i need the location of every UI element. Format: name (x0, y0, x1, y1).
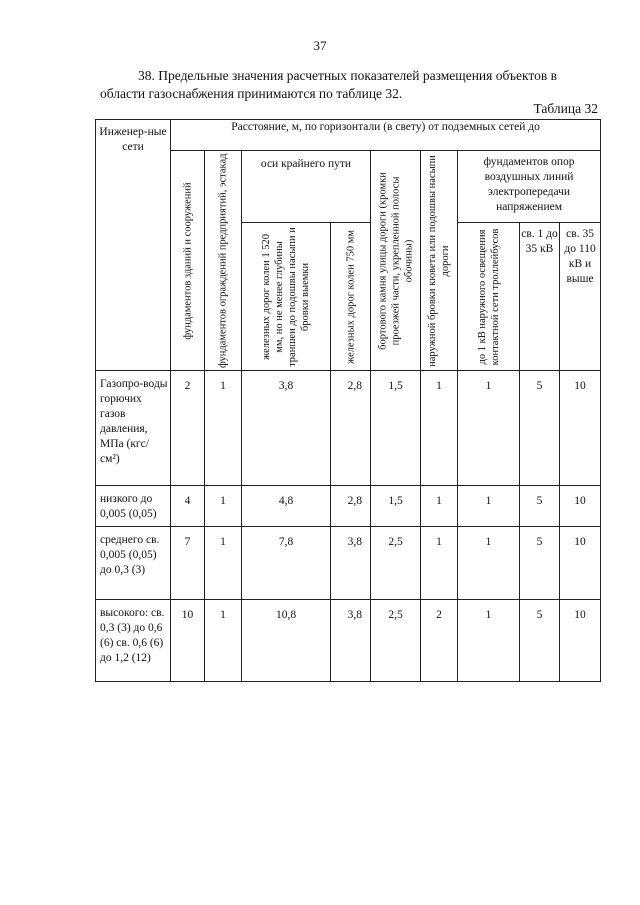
cell: 3,8 (242, 371, 331, 486)
table-row (96, 486, 601, 527)
header-ditch: наружной бровки кювета или подошвы насыпи дороги (421, 151, 458, 371)
gas-distance-table (95, 119, 601, 682)
cell: 1 (205, 371, 242, 486)
cell: 7,8 (242, 527, 331, 600)
cell: 2,8 (331, 486, 371, 527)
cell: 5 (520, 600, 560, 682)
table-row (96, 527, 601, 600)
header-rail-axis: оси крайнего пути (242, 151, 371, 223)
row-label: Газопро-воды горючих газов давления, МПа (кгс/см²) (96, 371, 171, 486)
cell: 3,8 (331, 600, 371, 682)
cell: 1 (458, 600, 520, 682)
cell: 1 (205, 527, 242, 600)
header-buildings: фундаментов зданий и сооружений (171, 151, 205, 371)
cell: 1 (205, 486, 242, 527)
header-rail-1520: железных дорог колеи 1 520 мм, но не менее глубины траншеи до подошвы насыпи и бровки выемки (242, 223, 331, 371)
cell: 2,8 (331, 371, 371, 486)
header-110kv: св. 35 до 110 кВ и выше (560, 223, 601, 371)
cell: 1,5 (371, 486, 421, 527)
header-1kv: до 1 кВ наружного освещения контактной сети троллейбусов (458, 223, 520, 371)
cell: 2 (421, 600, 458, 682)
table-row (96, 371, 601, 486)
header-35kv: св. 1 до 35 кВ (520, 223, 560, 371)
cell: 2,5 (371, 527, 421, 600)
cell: 5 (520, 527, 560, 600)
page-number: 37 (313, 38, 327, 53)
paragraph-38: 38. Предельные значения расчетных показателей размещения объектов в области газоснабжения принимаются по таблице 32. (100, 68, 557, 101)
row-label: среднего св. 0,005 (0,05) до 0,3 (3) (96, 527, 171, 600)
cell: 3,8 (331, 527, 371, 600)
cell: 1 (205, 600, 242, 682)
header-distance: Расстояние, м, по горизонтали (в свету) от подземных сетей до (171, 120, 601, 151)
cell: 1 (421, 527, 458, 600)
header-networks: Инженер-ные сети (96, 120, 171, 371)
cell: 10 (171, 600, 205, 682)
header-fences: фундаментов ограждений предприятий, эстакад (205, 151, 242, 371)
cell: 4 (171, 486, 205, 527)
cell: 1 (458, 486, 520, 527)
cell: 10,8 (242, 600, 331, 682)
cell: 1 (421, 371, 458, 486)
cell: 5 (520, 486, 560, 527)
cell: 2,5 (371, 600, 421, 682)
cell: 4,8 (242, 486, 331, 527)
cell: 1 (458, 527, 520, 600)
table-row (96, 600, 601, 682)
cell: 7 (171, 527, 205, 600)
header-rail-750: железных дорог колеи 750 мм (331, 223, 371, 371)
cell: 10 (560, 371, 601, 486)
cell: 10 (560, 600, 601, 682)
header-power-lines: фундаментов опор воздушных линий электропередачи напряжением (458, 151, 601, 223)
cell: 1 (421, 486, 458, 527)
cell: 1,5 (371, 371, 421, 486)
cell: 2 (171, 371, 205, 486)
header-curb: бортового камня улицы дороги (кромки проезжей части, укрепленной полосы обочины) (371, 151, 421, 371)
cell: 10 (560, 527, 601, 600)
row-label: высокого: св. 0,3 (3) до 0,6 (6) св. 0,6 (6) до 1,2 (12) (96, 600, 171, 682)
cell: 10 (560, 486, 601, 527)
cell: 5 (520, 371, 560, 486)
table-caption: Таблица 32 (533, 101, 598, 116)
row-label: низкого до 0,005 (0,05) (96, 486, 171, 527)
cell: 1 (458, 371, 520, 486)
